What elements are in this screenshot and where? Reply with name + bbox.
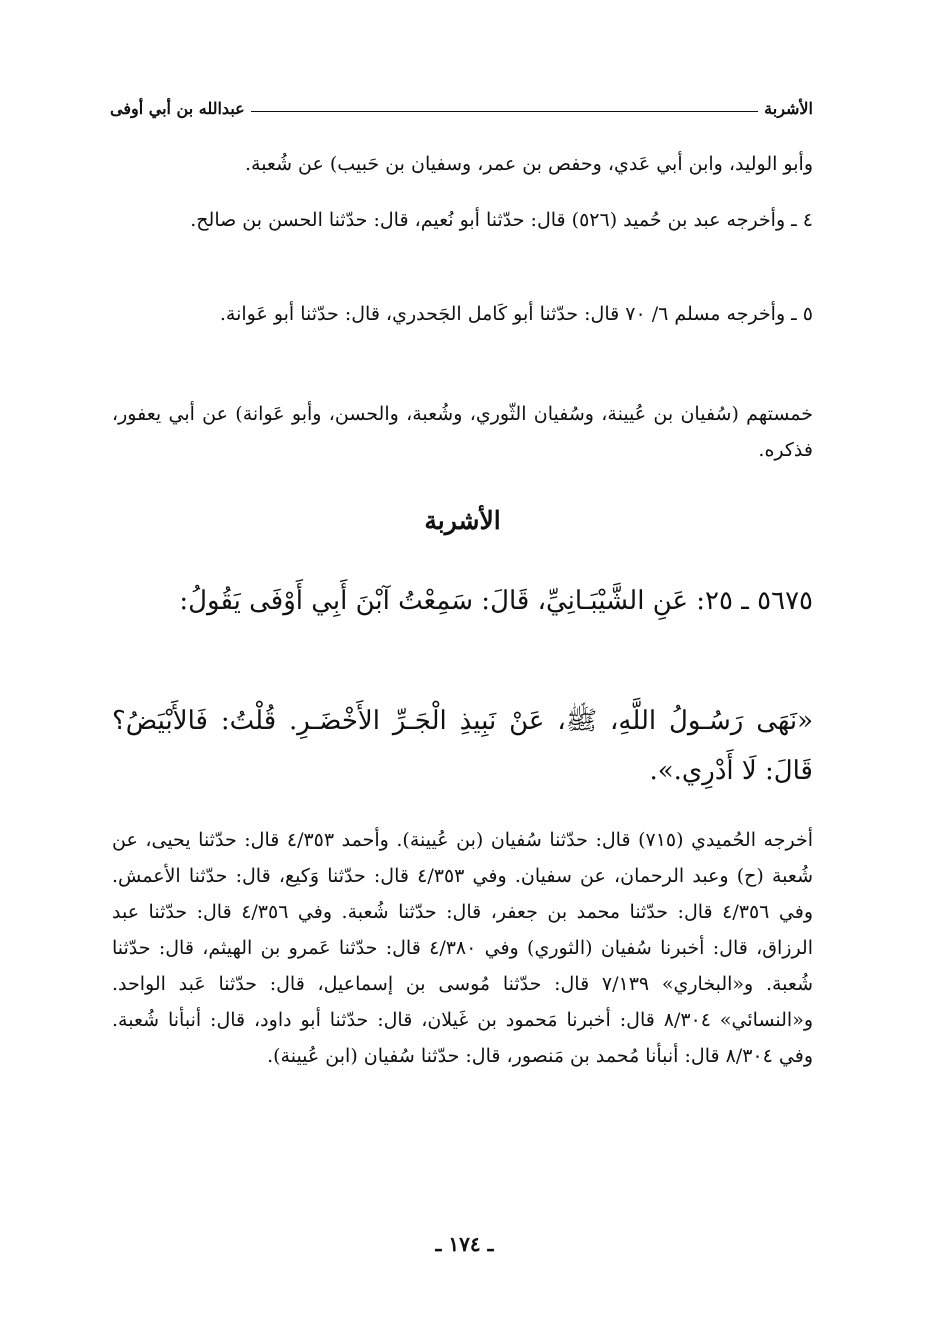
hadith-text: «نَهَى رَسُـولُ اللَّهِ، ﷺ، عَنْ نَبِيذِ الْجَـرِّ الأَخْضَـرِ. قُلْتُ: فَالأَبْيَضُ؟ قَالَ: لَا أَدْرِي.». xyxy=(112,706,813,786)
header-rule xyxy=(251,111,758,112)
paragraph-takhrij-sources: أخرجه الحُميدي (٧١٥) قال: حدّثنا سُفيان (بن عُيينة). وأحمد ٤/٣٥٣ قال: حدّثنا يحيى، عن شُعبة (ح) وعبد الرحمان، عن سفيان. وفي ٤/٣٥٣ قال: حدّثنا وَكيع، قال: حدّثنا الأعمش. وفي ٤/٣٥٦ قال: حدّثنا محمد بن جعفر، قال: حدّثنا شُعبة. وفي ٤/٣٥٦ قال: حدّثنا عبد الرزاق، قال: أخبرنا سُفيان (الثوري) وفي ٤/٣٨٠ قال: حدّثنا عَمرو بن الهيثم، قال: حدّثنا شُعبة. و«البخاري» ٧/١٣٩ قال: حدّثنا مُوسى بن إسماعيل، قال: حدّثنا عَبد الواحد. و«النسائي» ٨/٣٠٤ قال: أخبرنا مَحمود بن غَيلان، قال: حدّثنا أبو داود، قال: أنبأنا شُعبة. وفي ٨/٣٠٤ قال: أنبأنا مُحمد بن مَنصور، قال: حدّثنا سُفيان (ابن عُيينة). xyxy=(112,829,814,1067)
paragraph-summary: خمستهم (سُفيان بن عُيينة، وسُفيان الثّوري، وشُعبة، والحسن، وأبو عَوانة) عن أبي يعفور، فذكره. xyxy=(112,403,813,461)
paragraph-takhrij-5: ٥ ـ وأخرجه مسلم ٦/ ٧٠ قال: حدّثنا أبو كَامل الجَحدري، قال: حدّثنا أبو عَوانة. xyxy=(219,303,813,325)
paragraph-takhrij-4: ٤ ـ وأخرجه عبد بن حُميد (٥٢٦) قال: حدّثنا أبو نُعيم، قال: حدّثنا الحسن بن صالح. xyxy=(190,209,813,231)
running-header xyxy=(110,86,813,118)
header-narrator-name: عبدالله بن أبي أوفى xyxy=(110,99,245,118)
hadith-intro: ٥٦٧٥ ـ ٢٥: عَنِ الشَّيْبَـانِيِّ، قَالَ: سَمِعْتُ آبْنَ أَبِي أَوْفَى يَقُولُ: xyxy=(179,586,813,616)
paragraph-continuation: وأبو الوليد، وابن أبي عَدي، وحفص بن عمر، وسفيان بن حَبيب) عن شُعبة. xyxy=(244,153,813,175)
section-title: الأشربة xyxy=(424,506,501,535)
page-number: ـ ١٧٤ ـ xyxy=(435,1232,494,1256)
header-chapter-title: الأشربة xyxy=(764,99,813,118)
